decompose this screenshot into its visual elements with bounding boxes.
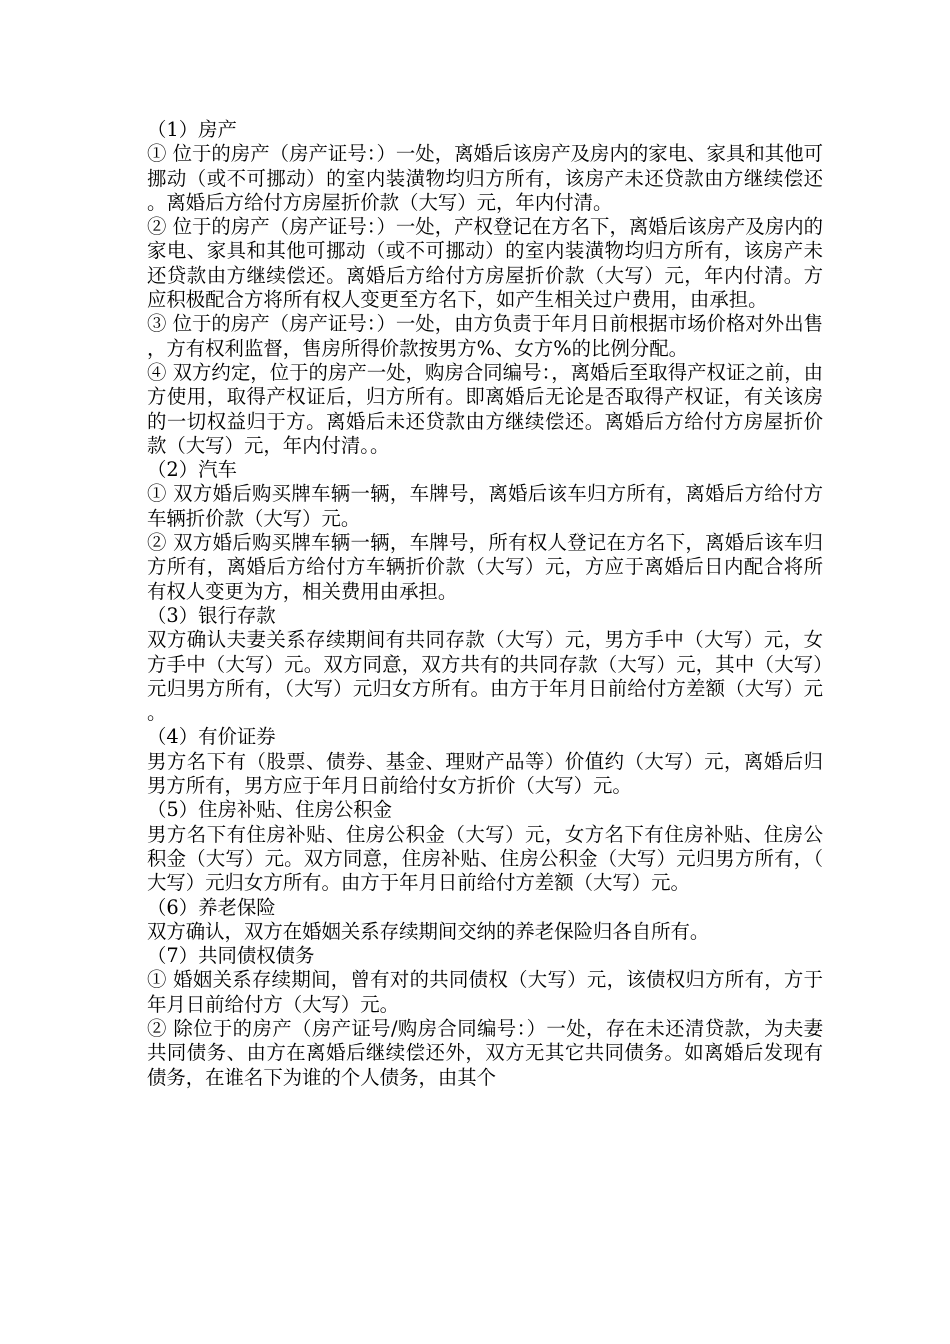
- document-page: [147, 118, 823, 1090]
- section-heading: （4）有价证券: [147, 725, 276, 749]
- section-heading: （3）银行存款: [147, 603, 276, 627]
- paragraph: 男方名下有住房补贴、住房公积金（大写）元，女方名下有住房补贴、住房公积金（大写）元。双方同意，住房补贴、住房公积金（大写）元归男方所有，（大写）元归女方所有。由方于年月日前给付方差额（大写）元。: [147, 822, 823, 895]
- section-heading: （7）共同债权债务: [147, 944, 315, 968]
- section-debts: [147, 944, 823, 1090]
- paragraph: ① 婚姻关系存续期间，曾有对的共同债权（大写）元，该债权归方所有，方于年月日前给付方（大写）元。: [147, 968, 823, 1016]
- section-securities: [147, 725, 823, 798]
- section-pension: [147, 896, 823, 945]
- section-heading: （1）房产: [147, 118, 237, 141]
- section-property: [147, 118, 823, 458]
- paragraph: 男方名下有（股票、债券、基金、理财产品等）价值约（大写）元，离婚后归男方所有，男方应于年月日前给付女方折价（大写）元。: [147, 749, 823, 798]
- section-heading: （6）养老保险: [147, 895, 276, 919]
- paragraph: ④ 双方约定，位于的房产一处，购房合同编号：，离婚后至取得产权证之前，由方使用，取得产权证后，归方所有。即离婚后无论是否取得产权证，有关该房的一切权益归于方。离婚后未还贷款由方继续偿还。离婚后方给付方房屋折价款（大写）元，年内付清。。: [147, 360, 823, 457]
- paragraph: ② 位于的房产（房产证号：）一处，产权登记在方名下，离婚后该房产及房内的家电、家具和其他可挪动（或不可挪动）的室内装潢物均归方所有，该房产未还贷款由方继续偿还。离婚后方给付方房屋折价款（大写）元，年内付清。方应积极配合方将所有权人变更至方名下，如产生相关过户费用，由承担。: [147, 215, 823, 312]
- section-housing-fund: [147, 798, 823, 895]
- paragraph: ① 位于的房产（房产证号：）一处，离婚后该房产及房内的家电、家具和其他可挪动（或不可挪动）的室内装潢物均归方所有，该房产未还贷款由方继续偿还。离婚后方给付方房屋折价款（大写）元，年内付清。: [147, 142, 823, 214]
- paragraph: ① 双方婚后购买牌车辆一辆，车牌号，离婚后该车归方所有，离婚后方给付方车辆折价款（大写）元。: [147, 482, 823, 530]
- paragraph: 双方确认夫妻关系存续期间有共同存款（大写）元，男方手中（大写）元，女方手中（大写）元。双方同意，双方共有的共同存款（大写）元，其中（大写）元归男方所有，（大写）元归女方所有。由方于年月日前给付方差额（大写）元。: [147, 628, 823, 725]
- paragraph: ③ 位于的房产（房产证号：）一处，由方负责于年月日前根据市场价格对外出售，方有权利监督，售房所得价款按男方%、女方%的比例分配。: [147, 312, 823, 360]
- paragraph: ② 双方婚后购买牌车辆一辆，车牌号，所有权人登记在方名下，离婚后该车归方所有，离婚后方给付方车辆折价款（大写）元，方应于离婚后日内配合将所有权人变更为方，相关费用由承担。: [147, 531, 823, 603]
- section-car: [147, 458, 823, 604]
- paragraph: 双方确认，双方在婚姻关系存续期间交纳的养老保险归各自所有。: [147, 919, 710, 943]
- section-heading: （5）住房补贴、住房公积金: [147, 798, 393, 822]
- section-bank-deposit: [147, 604, 823, 725]
- section-heading: （2）汽车: [147, 458, 237, 482]
- paragraph: ② 除位于的房产（房产证号/购房合同编号：）一处，存在未还清贷款，为夫妻共同债务、由方在离婚后继续偿还外，双方无其它共同债务。如离婚后发现有债务，在谁名下为谁的个人债务，由其个: [147, 1016, 823, 1089]
